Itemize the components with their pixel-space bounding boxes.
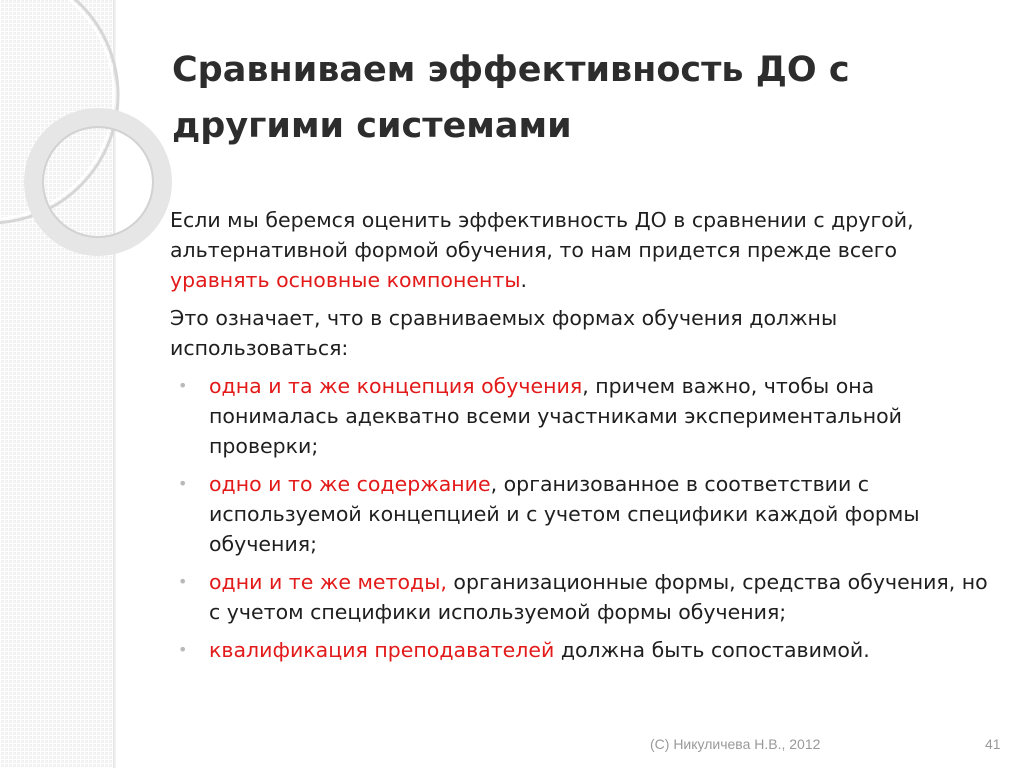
requirements-list	[170, 371, 1000, 665]
intro-end: .	[520, 268, 528, 292]
list-item-highlight: квалификация преподавателей	[209, 638, 555, 662]
list-item-text: , причем важно, чтобы она понималась адекватно всеми участниками экспериментальной проверки;	[209, 374, 902, 458]
list-item-highlight: одни и те же методы,	[209, 570, 447, 594]
bullet-icon: •	[178, 376, 188, 395]
bullet-icon: •	[178, 474, 188, 493]
bullet-icon: •	[178, 572, 188, 591]
list-item-text: должна быть сопоставимой.	[554, 638, 870, 662]
slide-title: Сравниваем эффективность ДО с другими системами	[172, 50, 850, 146]
intro-highlight: уравнять основные компоненты	[170, 268, 521, 292]
slide-content	[170, 205, 1000, 673]
list-item-text: организационные формы, средства обучения, но с учетом специфики используемой формы обучения;	[209, 570, 988, 624]
list-item	[170, 469, 1000, 559]
list-item	[170, 371, 1000, 461]
second-paragraph: Это означает, что в сравниваемых формах обучения должны использоваться:	[170, 306, 838, 360]
list-item	[170, 567, 1000, 627]
ring-small	[34, 118, 162, 246]
bullet-icon: •	[178, 640, 188, 659]
intro-paragraph	[170, 205, 1000, 295]
slide-number: 41	[985, 736, 1001, 752]
list-item	[170, 635, 1000, 665]
list-item-highlight: одно и то же содержание	[209, 472, 491, 496]
ring-small-shadow	[43, 127, 153, 237]
list-item-highlight: одна и та же концепция обучения	[209, 374, 583, 398]
footer-copyright: (C) Никуличева Н.В., 2012	[650, 736, 821, 752]
list-item-text: , организованное в соответствии с используемой концепцией и с учетом специфики каждой формы обучения;	[209, 472, 920, 556]
intro-text: Если мы беремся оценить эффективность ДО в сравнении с другой, альтернативной формой обучения, то нам придется прежде всего	[170, 208, 914, 262]
